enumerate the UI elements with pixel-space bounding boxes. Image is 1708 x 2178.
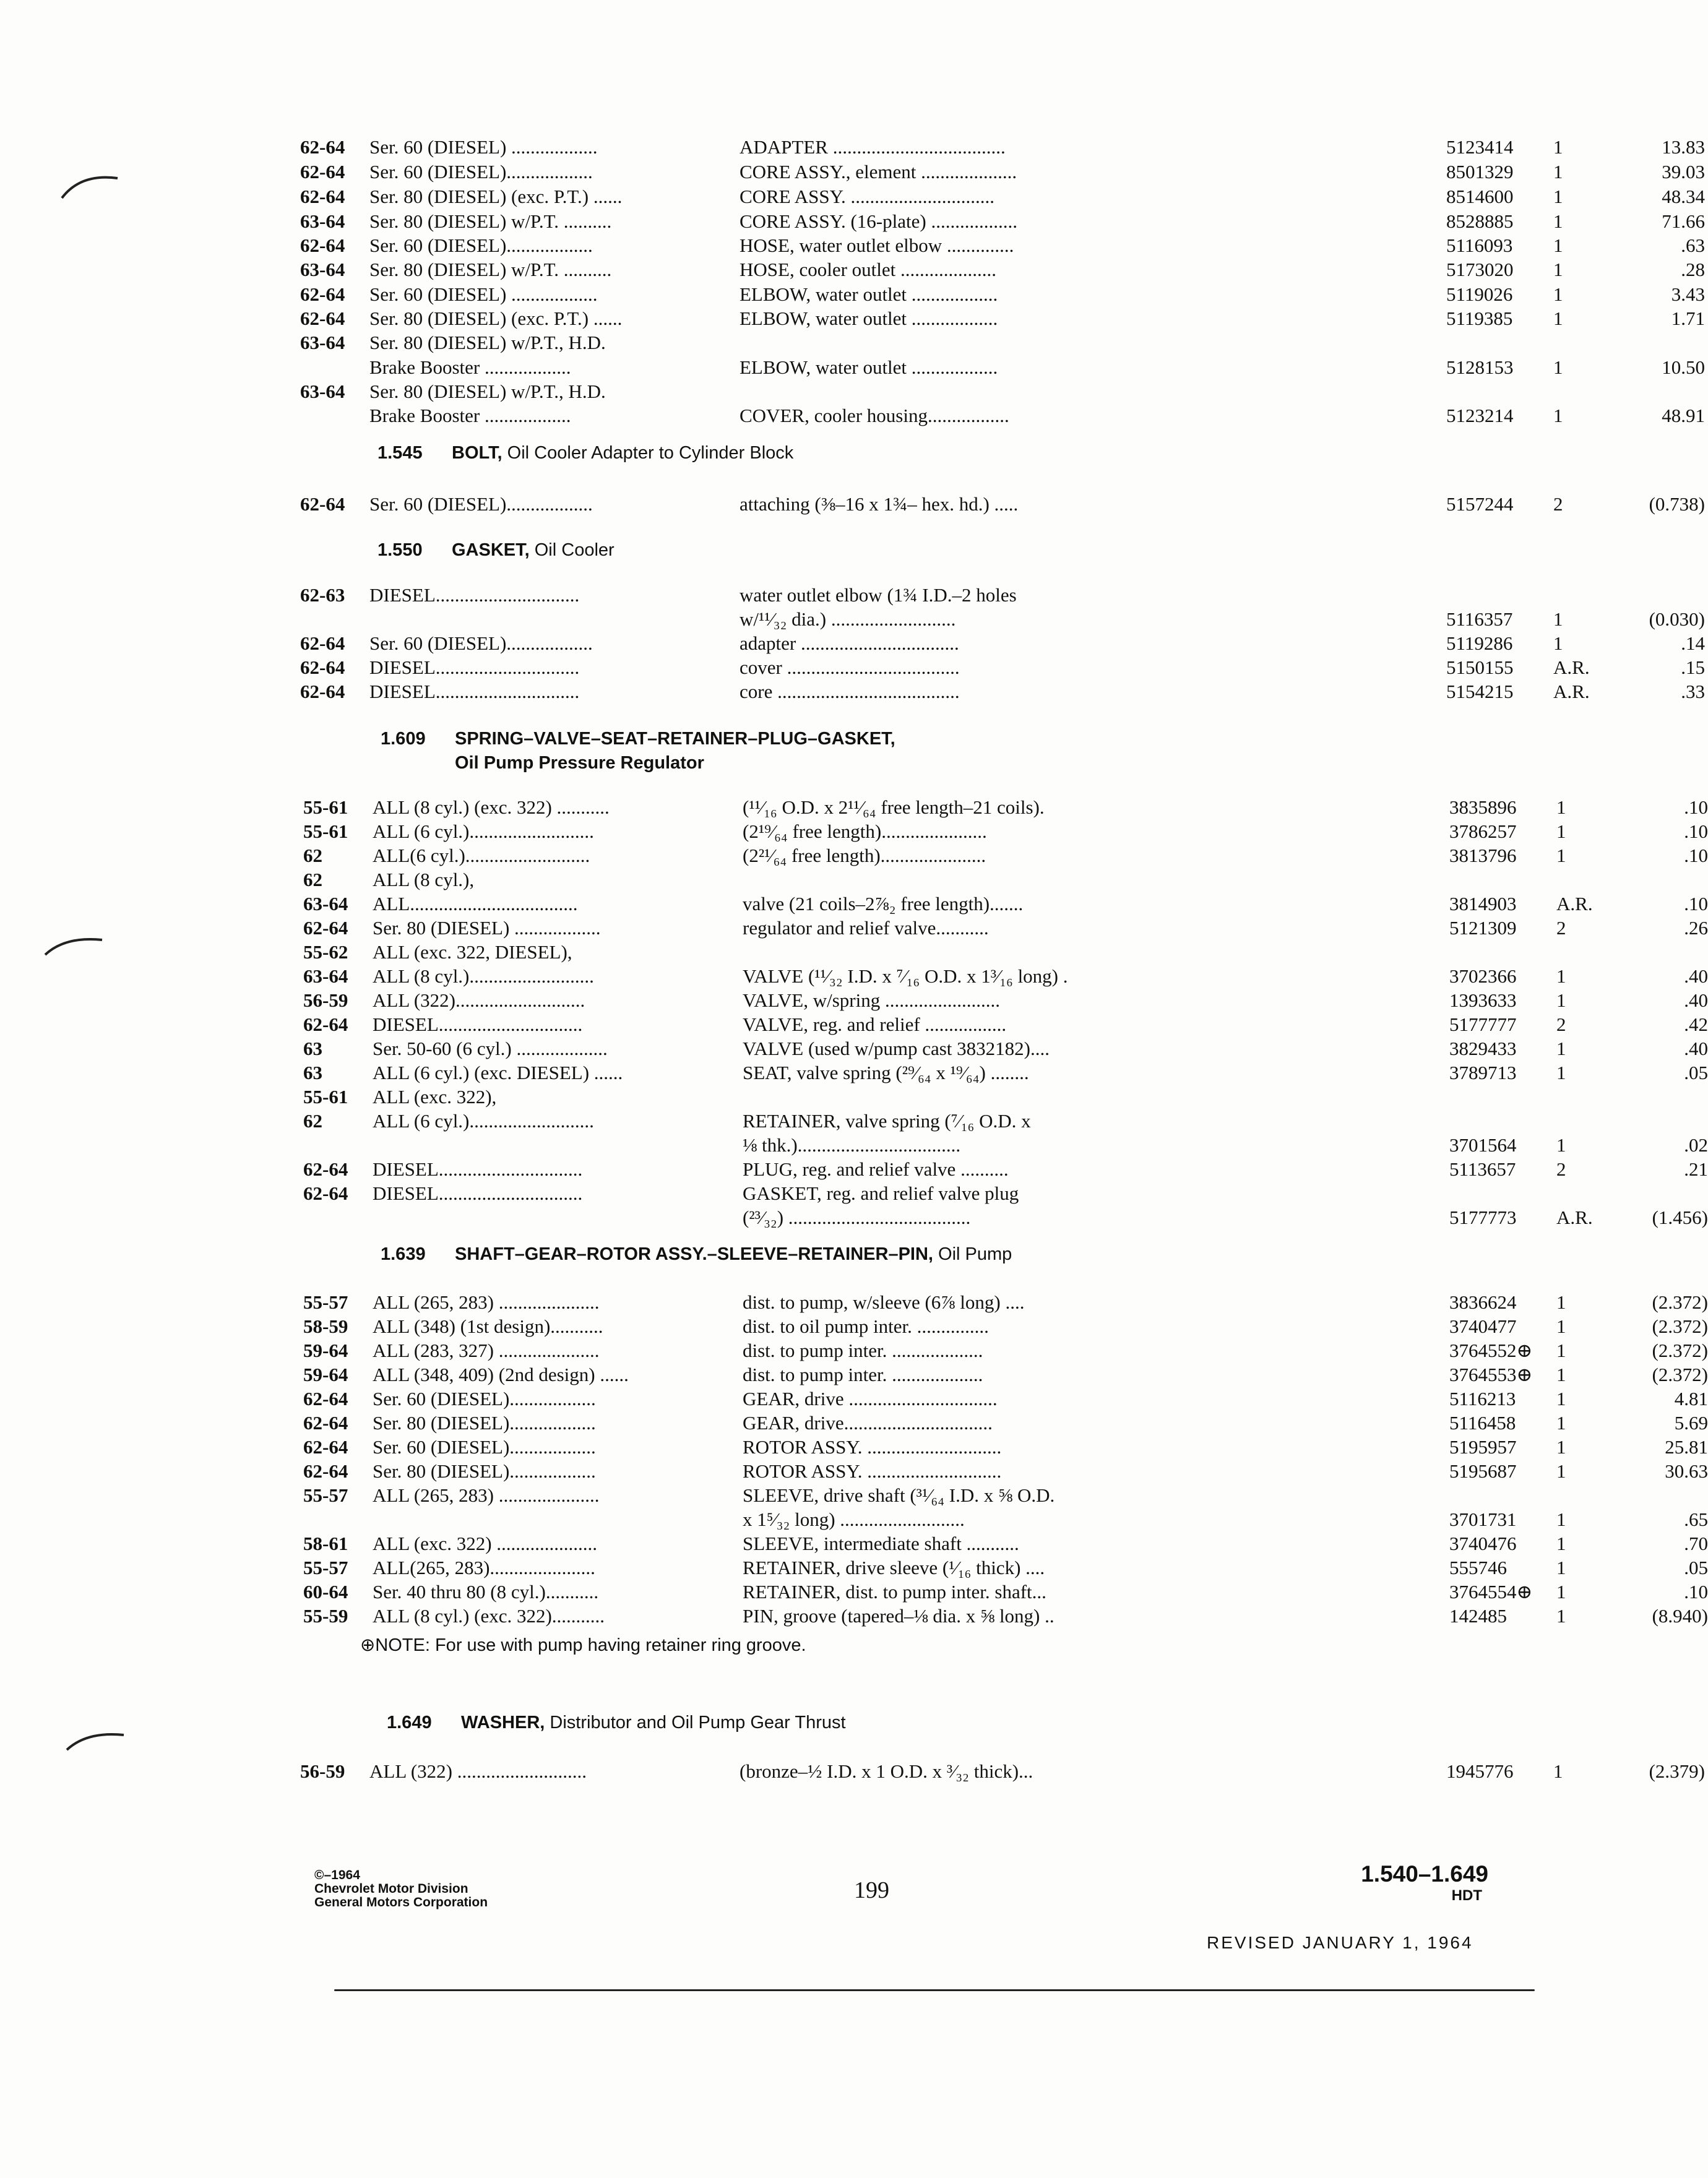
part-number: 5119286: [1446, 632, 1513, 654]
price: .26: [1684, 917, 1708, 939]
model-year: 63-64: [303, 893, 348, 915]
part-number: 5116357: [1446, 608, 1513, 630]
part-description: PLUG, reg. and relief valve ..........: [743, 1158, 1009, 1180]
model-application: Ser. 60 (DIESEL)..................: [369, 493, 593, 515]
model-application: ALL (8 cyl.),: [373, 869, 475, 890]
model-application: ALL (6 cyl.)..........................: [373, 1110, 594, 1132]
quantity: 1: [1556, 1557, 1566, 1578]
section-subtitle: Distributor and Oil Pump Gear Thrust: [545, 1713, 846, 1732]
model-year: 62: [303, 869, 322, 890]
part-number: 3836624: [1449, 1291, 1517, 1313]
part-description: HOSE, water outlet elbow ..............: [740, 235, 1014, 256]
quantity: 1: [1556, 1291, 1566, 1313]
model-year: 62-64: [303, 1460, 348, 1482]
quantity: 1: [1553, 308, 1563, 329]
part-description: CORE ASSY., element ....................: [740, 161, 1017, 183]
price: .65: [1684, 1509, 1708, 1530]
model-year: 62-64: [300, 235, 345, 256]
part-number: 5157244: [1446, 493, 1514, 515]
price: .10: [1684, 796, 1708, 818]
price: 4.81: [1674, 1388, 1708, 1410]
price: 25.81: [1665, 1436, 1708, 1458]
part-number: 1393633: [1449, 989, 1517, 1011]
part-number: 5195957: [1449, 1436, 1517, 1458]
model-application: Ser. 80 (DIESEL)..................: [373, 1412, 596, 1434]
model-application: ALL (exc. 322, DIESEL),: [373, 941, 572, 963]
model-year: 62-64: [300, 136, 345, 158]
quantity: 1: [1556, 1364, 1566, 1385]
price: .14: [1681, 632, 1705, 654]
part-description: GEAR, drive ...............................: [743, 1388, 998, 1410]
part-description: VALVE (¹¹⁄₃₂ I.D. x ⁷⁄₁₆ O.D. x 1³⁄₁₆ long) .: [743, 965, 1068, 987]
quantity: 1: [1553, 356, 1563, 378]
model-application: Brake Booster ..................: [369, 405, 571, 426]
quantity: 1: [1553, 186, 1563, 207]
part-number: 5177777: [1449, 1014, 1517, 1035]
model-year: 62: [303, 845, 322, 866]
part-description: CORE ASSY. (16-plate) ..................: [740, 210, 1017, 232]
quantity: 1: [1556, 1436, 1566, 1458]
price: .10: [1684, 845, 1708, 866]
model-year: 55-61: [303, 796, 348, 818]
model-year: 62-64: [300, 493, 345, 515]
model-year: 62-64: [300, 681, 345, 702]
price: (2.379): [1649, 1760, 1705, 1782]
price: 10.50: [1662, 356, 1705, 378]
part-number: 555746: [1449, 1557, 1507, 1578]
part-description: ROTOR ASSY. ............................: [743, 1436, 1002, 1458]
model-year: 62-64: [300, 283, 345, 305]
part-description: dist. to pump inter. ...................: [743, 1364, 983, 1385]
quantity: 1: [1553, 235, 1563, 256]
model-year: 62-64: [303, 1014, 348, 1035]
part-description: ELBOW, water outlet ..................: [740, 308, 998, 329]
quantity: 2: [1553, 493, 1563, 515]
part-number: 5173020: [1446, 259, 1514, 280]
model-application: ALL(265, 283)......................: [373, 1557, 595, 1578]
quantity: 1: [1553, 283, 1563, 305]
model-year: 55-61: [303, 820, 348, 842]
price: (1.456): [1652, 1207, 1708, 1228]
part-number: 8501329: [1446, 161, 1514, 183]
model-application: Ser. 80 (DIESEL) ..................: [373, 917, 601, 939]
quantity: 1: [1556, 1062, 1566, 1083]
part-description: RETAINER, drive sleeve (¹⁄₁₆ thick) ....: [743, 1557, 1045, 1578]
model-year: 62-64: [300, 186, 345, 207]
model-application: ALL (348) (1st design)...........: [373, 1315, 603, 1337]
price: .40: [1684, 989, 1708, 1011]
section-heading-1545: [377, 441, 793, 465]
part-number: 5195687: [1449, 1460, 1517, 1482]
part-description: water outlet elbow (1¾ I.D.–2 holes: [740, 584, 1017, 606]
model-application: ALL (6 cyl.)..........................: [373, 820, 594, 842]
model-application: ALL (exc. 322),: [373, 1086, 497, 1108]
part-number: 3813796: [1449, 845, 1517, 866]
model-application: Ser. 80 (DIESEL) w/P.T. ..........: [369, 259, 612, 280]
model-application: ALL(6 cyl.)..........................: [373, 845, 590, 866]
part-description: regulator and relief valve...........: [743, 917, 989, 939]
division-name: Chevrolet Motor Division: [314, 1882, 468, 1896]
model-application: ALL (348, 409) (2nd design) ......: [373, 1364, 629, 1385]
part-number: 3740476: [1449, 1533, 1517, 1554]
price: 3.43: [1671, 283, 1705, 305]
quantity: 1: [1556, 965, 1566, 987]
model-application: Ser. 80 (DIESEL)..................: [373, 1460, 596, 1482]
quantity: 1: [1556, 1509, 1566, 1530]
model-year: 55-57: [303, 1291, 348, 1313]
part-number: 5123414: [1446, 136, 1514, 158]
price: (2.372): [1652, 1291, 1708, 1313]
quantity: 1: [1553, 259, 1563, 280]
model-application: ALL (283, 327) .....................: [373, 1340, 600, 1361]
price: (2.372): [1652, 1315, 1708, 1337]
model-application: Ser. 40 thru 80 (8 cyl.)...........: [373, 1581, 599, 1603]
section-heading-1639: [381, 1242, 1012, 1266]
section-title: SPRING–VALVE–SEAT–RETAINER–PLUG–GASKET,: [455, 729, 895, 749]
part-number: 3701731: [1449, 1509, 1517, 1530]
model-application: Ser. 80 (DIESEL) w/P.T., H.D.: [369, 332, 606, 353]
model-application: ALL (8 cyl.)..........................: [373, 965, 594, 987]
part-description: GEAR, drive...............................: [743, 1412, 993, 1434]
section-number: 1.550: [377, 540, 423, 560]
part-number: 5150155: [1446, 656, 1514, 678]
part-description: (bronze–½ I.D. x 1 O.D. x ³⁄₃₂ thick)...: [740, 1760, 1033, 1782]
part-number: 1945776: [1446, 1760, 1514, 1782]
quantity: 1: [1556, 1315, 1566, 1337]
model-year: 62-64: [303, 1158, 348, 1180]
part-description: dist. to oil pump inter. ...............: [743, 1315, 989, 1337]
price: .21: [1684, 1158, 1708, 1180]
model-year: 56-59: [300, 1760, 345, 1782]
model-application: Ser. 60 (DIESEL) ..................: [369, 136, 598, 158]
part-description: ADAPTER ....................................: [740, 136, 1006, 158]
model-year: 62-64: [303, 1436, 348, 1458]
part-description: core ......................................: [740, 681, 960, 702]
part-description: RETAINER, valve spring (⁷⁄₁₆ O.D. x: [743, 1110, 1031, 1132]
part-description: RETAINER, dist. to pump inter. shaft...: [743, 1581, 1046, 1603]
model-year: 59-64: [303, 1340, 348, 1361]
section-title: BOLT,: [452, 443, 502, 463]
section-heading-1550: [377, 538, 615, 562]
model-year: 63-64: [303, 965, 348, 987]
part-description: dist. to pump, w/sleeve (6⅞ long) ....: [743, 1291, 1025, 1313]
price: .10: [1684, 820, 1708, 842]
model-year: 62-64: [300, 161, 345, 183]
part-description: HOSE, cooler outlet ....................: [740, 259, 997, 280]
quantity: 1: [1556, 1460, 1566, 1482]
part-description: valve (21 coils–2⅞₂ free length).......: [743, 893, 1024, 915]
part-number: 3835896: [1449, 796, 1517, 818]
model-year: 62-64: [303, 917, 348, 939]
part-number: 3740477: [1449, 1315, 1517, 1337]
model-application: Ser. 60 (DIESEL)..................: [369, 235, 593, 256]
model-year: 62-64: [300, 632, 345, 654]
price: 39.03: [1662, 161, 1705, 183]
model-year: 58-61: [303, 1533, 348, 1554]
model-application: ALL (6 cyl.) (exc. DIESEL) ......: [373, 1062, 623, 1083]
model-application: DIESEL..............................: [373, 1014, 583, 1035]
model-year: 62-64: [300, 656, 345, 678]
part-number: 3764552⊕: [1449, 1340, 1533, 1361]
quantity: 1: [1556, 845, 1566, 866]
model-application: DIESEL..............................: [369, 681, 580, 702]
model-year: 55-62: [303, 941, 348, 963]
section-subtitle-line: Oil Pump Pressure Regulator: [455, 753, 704, 773]
price: .05: [1684, 1557, 1708, 1578]
part-number: 5123214: [1446, 405, 1514, 426]
model-application: Ser. 80 (DIESEL) (exc. P.T.) ......: [369, 308, 623, 329]
price: .10: [1684, 893, 1708, 915]
punch-hole-mark-top: [56, 167, 130, 217]
model-application: ALL (8 cyl.) (exc. 322) ...........: [373, 796, 610, 818]
quantity: 2: [1556, 1158, 1566, 1180]
model-application: Ser. 80 (DIESEL) (exc. P.T.) ......: [369, 186, 623, 207]
price: .42: [1684, 1014, 1708, 1035]
model-application: Ser. 60 (DIESEL)..................: [369, 632, 593, 654]
part-description: SLEEVE, intermediate shaft ...........: [743, 1533, 1019, 1554]
model-application: ALL (8 cyl.) (exc. 322)...........: [373, 1605, 605, 1627]
model-year: 56-59: [303, 989, 348, 1011]
quantity: 1: [1556, 1038, 1566, 1059]
part-number: 142485: [1449, 1605, 1507, 1627]
price: 5.69: [1674, 1412, 1708, 1434]
price: 30.63: [1665, 1460, 1708, 1482]
quantity: 1: [1553, 632, 1563, 654]
model-year: 62: [303, 1110, 322, 1132]
model-application: Brake Booster ..................: [369, 356, 571, 378]
part-number: 5116093: [1446, 235, 1513, 256]
quantity: 1: [1556, 1581, 1566, 1603]
model-application: ALL (exc. 322) .....................: [373, 1533, 598, 1554]
quantity: 1: [1556, 1388, 1566, 1410]
part-number: 3701564: [1449, 1134, 1517, 1156]
part-description: SEAT, valve spring (²⁹⁄₆₄ x ¹⁹⁄₆₄) ........: [743, 1062, 1029, 1083]
quantity: 1: [1556, 1340, 1566, 1361]
footer-rule: [334, 1989, 1535, 1991]
model-application: DIESEL..............................: [373, 1182, 583, 1204]
copyright-block: [314, 1869, 488, 1909]
part-description: dist. to pump inter. ...................: [743, 1340, 983, 1361]
model-year: 62-64: [300, 308, 345, 329]
model-application: ALL (322) ...........................: [369, 1760, 587, 1782]
price: 48.34: [1662, 186, 1705, 207]
part-description: VALVE, w/spring ........................: [743, 989, 1000, 1011]
part-description: ROTOR ASSY. ............................: [743, 1460, 1002, 1482]
part-description: x 1⁵⁄₃₂ long) ..........................: [743, 1509, 965, 1530]
model-year: 62-64: [303, 1412, 348, 1434]
quantity: A.R.: [1553, 681, 1590, 702]
model-year: 58-59: [303, 1315, 348, 1337]
model-application: DIESEL..............................: [373, 1158, 583, 1180]
model-application: ALL (265, 283) .....................: [373, 1291, 600, 1313]
price: 48.91: [1662, 405, 1705, 426]
section-subtitle: Oil Cooler Adapter to Cylinder Block: [502, 443, 794, 463]
price: 1.71: [1671, 308, 1705, 329]
quantity: 1: [1553, 161, 1563, 183]
model-year: 55-61: [303, 1086, 348, 1108]
punch-hole-mark-bottom: [62, 1726, 130, 1763]
part-description: VALVE (used w/pump cast 3832182)....: [743, 1038, 1050, 1059]
quantity: 1: [1556, 1412, 1566, 1434]
section-subtitle: Oil Pump: [933, 1244, 1012, 1264]
model-year: 62-64: [303, 1388, 348, 1410]
part-number: 5116213: [1449, 1388, 1516, 1410]
model-year: 63: [303, 1062, 322, 1083]
corporation-name: General Motors Corporation: [314, 1895, 488, 1909]
model-application: ALL (265, 283) .....................: [373, 1484, 600, 1506]
part-description: GASKET, reg. and relief valve plug: [743, 1182, 1019, 1204]
part-number: 3814903: [1449, 893, 1517, 915]
group-range: 1.540–1.649: [1361, 1861, 1488, 1887]
catalog-code: HDT: [1451, 1887, 1482, 1904]
part-number: 8514600: [1446, 186, 1514, 207]
price: .40: [1684, 965, 1708, 987]
part-description: ELBOW, water outlet ..................: [740, 356, 998, 378]
quantity: 2: [1556, 917, 1566, 939]
model-application: Ser. 60 (DIESEL)..................: [373, 1436, 596, 1458]
model-application: DIESEL..............................: [369, 656, 580, 678]
part-description: ELBOW, water outlet ..................: [740, 283, 998, 305]
section-title: SHAFT–GEAR–ROTOR ASSY.–SLEEVE–RETAINER–PIN,: [455, 1244, 933, 1264]
model-year: 63-64: [300, 259, 345, 280]
quantity: A.R.: [1556, 1207, 1593, 1228]
price: .02: [1684, 1134, 1708, 1156]
price: .15: [1681, 656, 1705, 678]
part-description: PIN, groove (tapered–⅛ dia. x ⅝ long) ..: [743, 1605, 1055, 1627]
model-year: 63-64: [300, 381, 345, 402]
part-description: COVER, cooler housing.................: [740, 405, 1009, 426]
price: (2.372): [1652, 1340, 1708, 1361]
model-year: 59-64: [303, 1364, 348, 1385]
part-description: w/¹¹⁄₃₂ dia.) ..........................: [740, 608, 956, 630]
quantity: 1: [1556, 989, 1566, 1011]
part-description: SLEEVE, drive shaft (³¹⁄₆₄ I.D. x ⅝ O.D.: [743, 1484, 1055, 1506]
part-number: 5119026: [1446, 283, 1513, 305]
section-number: 1.649: [387, 1713, 432, 1732]
model-year: 63: [303, 1038, 322, 1059]
quantity: 1: [1556, 820, 1566, 842]
part-number: 3789713: [1449, 1062, 1517, 1083]
section-number: 1.609: [381, 729, 426, 749]
price: .40: [1684, 1038, 1708, 1059]
part-description: (¹¹⁄₁₆ O.D. x 2¹¹⁄₆₄ free length–21 coils).: [743, 796, 1045, 818]
part-number: 3764553⊕: [1449, 1364, 1533, 1385]
part-number: 5113657: [1449, 1158, 1516, 1180]
quantity: 1: [1556, 1533, 1566, 1554]
quantity: 1: [1556, 1134, 1566, 1156]
quantity: 1: [1553, 405, 1563, 426]
quantity: 1: [1553, 1760, 1563, 1782]
punch-hole-mark-middle: [40, 931, 108, 962]
part-description: cover ....................................: [740, 656, 960, 678]
part-number: 3764554⊕: [1449, 1581, 1533, 1603]
model-application: Ser. 60 (DIESEL)..................: [369, 161, 593, 183]
section-heading-1649: [387, 1711, 846, 1734]
model-application: ALL...................................: [373, 893, 578, 915]
part-number: 5177773: [1449, 1207, 1517, 1228]
quantity: 1: [1553, 136, 1563, 158]
section-title: WASHER,: [461, 1713, 545, 1732]
part-number: 3786257: [1449, 820, 1517, 842]
price: 13.83: [1662, 136, 1705, 158]
quantity: 1: [1556, 1605, 1566, 1627]
section-number: 1.545: [377, 443, 423, 463]
footnote: ⊕NOTE: For use with pump having retainer ring groove.: [360, 1635, 806, 1655]
section-heading-1609: [381, 727, 895, 751]
price: (0.738): [1649, 493, 1705, 515]
model-year: 62-63: [300, 584, 345, 606]
model-year: 62-64: [303, 1182, 348, 1204]
model-year: 55-57: [303, 1484, 348, 1506]
model-year: 63-64: [300, 332, 345, 353]
section-title: GASKET,: [452, 540, 530, 560]
part-number: 5128153: [1446, 356, 1514, 378]
part-number: 5154215: [1446, 681, 1514, 702]
price: .63: [1681, 235, 1705, 256]
page-number: 199: [854, 1877, 889, 1903]
part-number: 3829433: [1449, 1038, 1517, 1059]
model-application: Ser. 50-60 (6 cyl.) ...................: [373, 1038, 608, 1059]
price: .28: [1681, 259, 1705, 280]
section-number: 1.639: [381, 1244, 426, 1264]
model-application: Ser. 60 (DIESEL) ..................: [369, 283, 598, 305]
part-number: 5121309: [1449, 917, 1517, 939]
price: .10: [1684, 1581, 1708, 1603]
price: 71.66: [1662, 210, 1705, 232]
part-number: 8528885: [1446, 210, 1514, 232]
price: (8.940): [1652, 1605, 1708, 1627]
model-application: Ser. 80 (DIESEL) w/P.T., H.D.: [369, 381, 606, 402]
part-description: (2²¹⁄₆₄ free length)......................: [743, 845, 986, 866]
part-number: 5116458: [1449, 1412, 1516, 1434]
model-application: DIESEL..............................: [369, 584, 580, 606]
model-application: ALL (322)...........................: [373, 989, 585, 1011]
section-subtitle: Oil Cooler: [529, 540, 615, 560]
quantity: 1: [1553, 608, 1563, 630]
part-description: CORE ASSY. ..............................: [740, 186, 994, 207]
part-number: 3702366: [1449, 965, 1517, 987]
part-description: VALVE, reg. and relief .................: [743, 1014, 1007, 1035]
quantity: A.R.: [1556, 893, 1593, 915]
model-year: 60-64: [303, 1581, 348, 1603]
part-description: ⅛ thk.)..................................: [743, 1134, 961, 1156]
model-year: 55-57: [303, 1557, 348, 1578]
quantity: A.R.: [1553, 656, 1590, 678]
price: .33: [1681, 681, 1705, 702]
revision-date: REVISED JANUARY 1, 1964: [1207, 1933, 1473, 1952]
price: .05: [1684, 1062, 1708, 1083]
model-year: 63-64: [300, 210, 345, 232]
price: .70: [1684, 1533, 1708, 1554]
part-description: (2¹⁹⁄₆₄ free length)......................: [743, 820, 987, 842]
quantity: 1: [1556, 796, 1566, 818]
part-description: adapter .................................: [740, 632, 959, 654]
model-application: Ser. 80 (DIESEL) w/P.T. ..........: [369, 210, 612, 232]
price: (2.372): [1652, 1364, 1708, 1385]
quantity: 1: [1553, 210, 1563, 232]
part-number: 5119385: [1446, 308, 1513, 329]
model-application: Ser. 60 (DIESEL)..................: [373, 1388, 596, 1410]
price: (0.030): [1649, 608, 1705, 630]
copyright-year: ©–1964: [314, 1868, 360, 1882]
part-description: attaching (⅜–16 x 1¾– hex. hd.) .....: [740, 493, 1019, 515]
part-description: (²³⁄₃₂) ......................................: [743, 1207, 971, 1228]
model-year: 55-59: [303, 1605, 348, 1627]
quantity: 2: [1556, 1014, 1566, 1035]
